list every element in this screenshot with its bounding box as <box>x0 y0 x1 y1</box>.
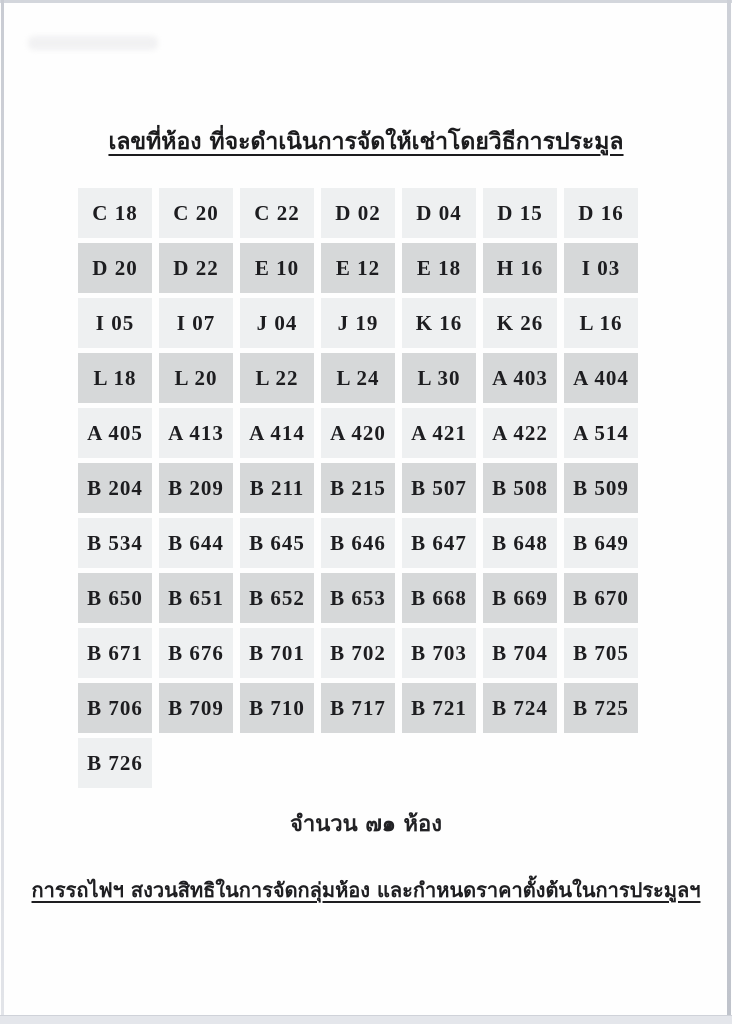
room-cell: B 651 <box>159 573 233 623</box>
room-cell: L 18 <box>78 353 152 403</box>
room-cell: C 20 <box>159 188 233 238</box>
room-table <box>78 188 638 788</box>
room-cell: B 701 <box>240 628 314 678</box>
scan-edge-right <box>727 0 731 1024</box>
room-cell: B 726 <box>78 738 152 788</box>
room-cell: B 702 <box>321 628 395 678</box>
footer-note: การรถไฟฯ สงวนสิทธิในการจัดกลุ่มห้อง และกำหนดราคาตั้งต้นในการประมูลฯ <box>31 878 701 902</box>
scan-edge-bottom <box>0 1015 732 1024</box>
room-cell: I 07 <box>159 298 233 348</box>
room-cell: L 20 <box>159 353 233 403</box>
room-cell: I 05 <box>78 298 152 348</box>
room-cell: A 414 <box>240 408 314 458</box>
room-cell: D 02 <box>321 188 395 238</box>
scan-edge-top <box>0 0 732 3</box>
room-cell: L 16 <box>564 298 638 348</box>
room-cell: B 534 <box>78 518 152 568</box>
room-cell: C 18 <box>78 188 152 238</box>
room-cell: A 422 <box>483 408 557 458</box>
room-cell: B 211 <box>240 463 314 513</box>
room-cell: J 19 <box>321 298 395 348</box>
room-cell: B 648 <box>483 518 557 568</box>
room-cell: E 10 <box>240 243 314 293</box>
room-cell: B 703 <box>402 628 476 678</box>
room-cell: B 724 <box>483 683 557 733</box>
room-cell: B 721 <box>402 683 476 733</box>
room-cell: J 04 <box>240 298 314 348</box>
room-cell: A 514 <box>564 408 638 458</box>
room-cell: B 671 <box>78 628 152 678</box>
room-cell: B 646 <box>321 518 395 568</box>
room-cell: B 705 <box>564 628 638 678</box>
room-cell: B 650 <box>78 573 152 623</box>
room-cell: A 403 <box>483 353 557 403</box>
room-cell: B 645 <box>240 518 314 568</box>
room-cell: B 704 <box>483 628 557 678</box>
room-cell: B 509 <box>564 463 638 513</box>
document-title: เลขที่ห้อง ที่จะดำเนินการจัดให้เช่าโดยวิธีการประมูล <box>108 129 624 155</box>
room-cell: L 22 <box>240 353 314 403</box>
room-cell: D 16 <box>564 188 638 238</box>
room-cell: B 649 <box>564 518 638 568</box>
room-cell: A 404 <box>564 353 638 403</box>
room-cell: K 26 <box>483 298 557 348</box>
room-cell: B 209 <box>159 463 233 513</box>
room-cell: B 507 <box>402 463 476 513</box>
room-cell: C 22 <box>240 188 314 238</box>
room-cell: H 16 <box>483 243 557 293</box>
room-cell: B 706 <box>78 683 152 733</box>
room-cell: B 668 <box>402 573 476 623</box>
scan-edge-left <box>1 0 4 1024</box>
room-cell: E 12 <box>321 243 395 293</box>
room-cell: B 676 <box>159 628 233 678</box>
room-cell: B 644 <box>159 518 233 568</box>
room-cell: E 18 <box>402 243 476 293</box>
room-cell: A 420 <box>321 408 395 458</box>
room-cell: A 421 <box>402 408 476 458</box>
room-cell: B 653 <box>321 573 395 623</box>
room-cell: B 204 <box>78 463 152 513</box>
scan-smudge-artifact <box>28 36 158 50</box>
room-cell: L 24 <box>321 353 395 403</box>
room-cell: B 710 <box>240 683 314 733</box>
room-cell: B 508 <box>483 463 557 513</box>
room-cell: D 22 <box>159 243 233 293</box>
room-cell: B 669 <box>483 573 557 623</box>
room-cell: B 647 <box>402 518 476 568</box>
room-cell: B 670 <box>564 573 638 623</box>
room-count: จำนวน ๗๑ ห้อง <box>290 812 442 837</box>
room-cell: I 03 <box>564 243 638 293</box>
room-cell: B 725 <box>564 683 638 733</box>
room-cell: D 20 <box>78 243 152 293</box>
room-cell: A 413 <box>159 408 233 458</box>
room-cell: A 405 <box>78 408 152 458</box>
room-cell: K 16 <box>402 298 476 348</box>
room-cell: B 652 <box>240 573 314 623</box>
room-cell: D 15 <box>483 188 557 238</box>
room-cell: L 30 <box>402 353 476 403</box>
room-cell: B 709 <box>159 683 233 733</box>
room-cell: D 04 <box>402 188 476 238</box>
room-cell: B 215 <box>321 463 395 513</box>
room-cell: B 717 <box>321 683 395 733</box>
